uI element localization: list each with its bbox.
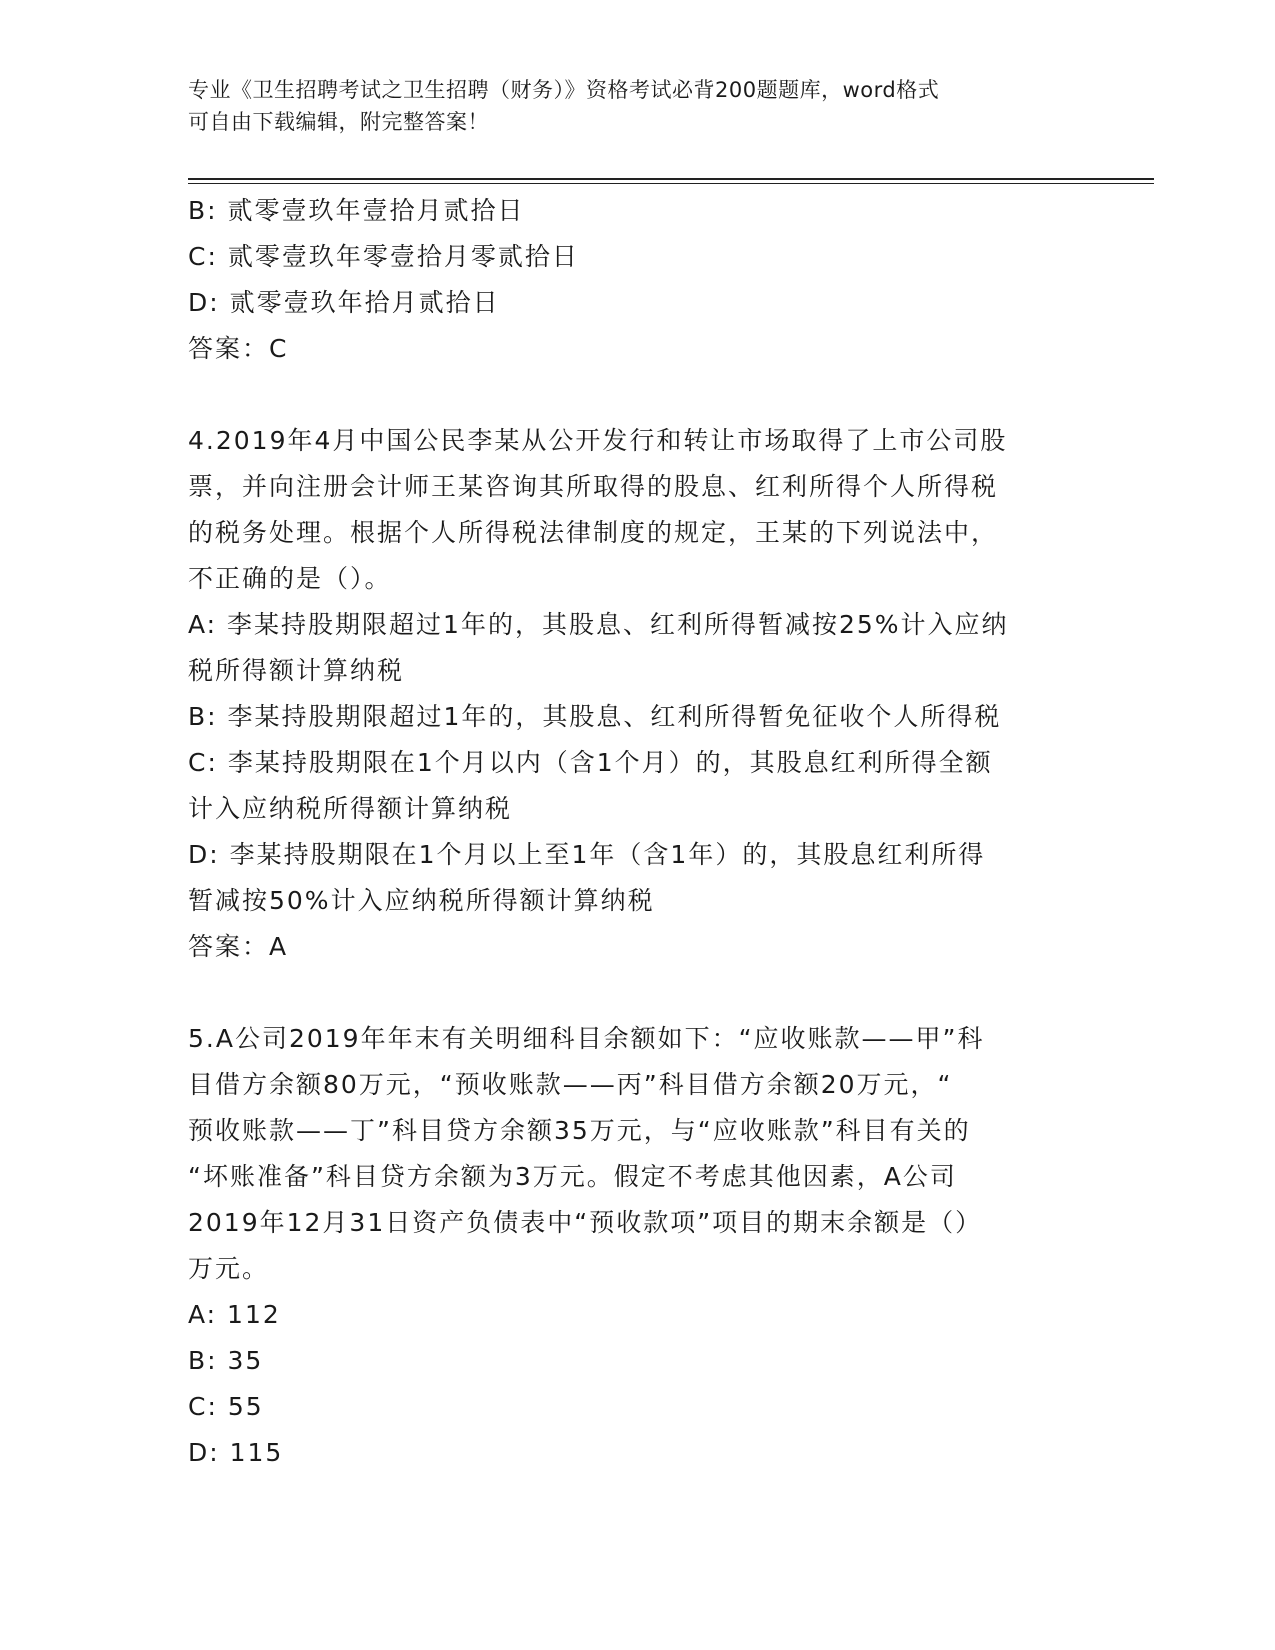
q3-option-d: D: 贰零壹玖年拾月贰拾日	[188, 288, 500, 317]
q5-option-d: D: 115	[188, 1438, 284, 1467]
q5-stem-line: 预收账款——丁”科目贷方余额35万元，与“应收账款”科目有关的	[188, 1116, 971, 1145]
q5-option-a: A: 112	[188, 1300, 281, 1329]
q3-answer: 答案：C	[188, 334, 289, 363]
q4-stem-line: 不正确的是（）。	[188, 564, 392, 593]
question-spacer	[188, 970, 1088, 1016]
q5-option-c: C: 55	[188, 1392, 264, 1421]
q5-stem-line: 目借方余额80万元，“预收账款——丙”科目借方余额20万元，“	[188, 1070, 953, 1099]
header-title-line-2: 可自由下载编辑，附完整答案！	[188, 110, 489, 134]
document-header	[188, 74, 1068, 138]
q4-stem-line: 4.2019年4月中国公民李某从公开发行和转让市场取得了上市公司股	[188, 426, 1008, 455]
q4-option-c: C: 李某持股期限在1个月以内（含1个月）的，其股息红利所得全额	[188, 748, 993, 777]
q3-option-b: B: 贰零壹玖年壹拾月贰拾日	[188, 196, 525, 225]
q4-option-c-cont: 计入应纳税所得额计算纳税	[188, 794, 513, 823]
q5-option-b: B: 35	[188, 1346, 264, 1375]
q4-answer: 答案：A	[188, 932, 289, 961]
q4-stem-line: 票，并向注册会计师王某咨询其所取得的股息、红利所得个人所得税	[188, 472, 999, 501]
q4-option-d: D: 李某持股期限在1个月以上至1年（含1年）的，其股息红利所得	[188, 840, 986, 869]
header-divider-thick	[188, 178, 1154, 180]
q5-stem-line: 万元。	[188, 1254, 270, 1283]
q5-stem-line: 2019年12月31日资产负债表中“预收款项”项目的期末余额是（）	[188, 1208, 983, 1237]
q4-option-d-cont: 暂减按50%计入应纳税所得额计算纳税	[188, 886, 655, 915]
question-content	[188, 188, 1088, 1476]
question-spacer	[188, 372, 1088, 418]
header-title-line-1: 专业《卫生招聘考试之卫生招聘（财务）》资格考试必背200题题库，word格式	[188, 78, 940, 102]
q3-option-c: C: 贰零壹玖年零壹拾月零贰拾日	[188, 242, 579, 271]
q4-option-a: A: 李某持股期限超过1年的，其股息、红利所得暂减按25%计入应纳	[188, 610, 1009, 639]
q5-stem-line: 5.A公司2019年年末有关明细科目余额如下：“应收账款——甲”科	[188, 1024, 985, 1053]
q4-stem-line: 的税务处理。根据个人所得税法律制度的规定，王某的下列说法中，	[188, 518, 999, 547]
q5-stem-line: “坏账准备”科目贷方余额为3万元。假定不考虑其他因素，A公司	[188, 1162, 957, 1191]
q4-option-a-cont: 税所得额计算纳税	[188, 656, 405, 685]
header-divider-thin	[188, 183, 1154, 184]
q4-option-b: B: 李某持股期限超过1年的，其股息、红利所得暂免征收个人所得税	[188, 702, 1002, 731]
